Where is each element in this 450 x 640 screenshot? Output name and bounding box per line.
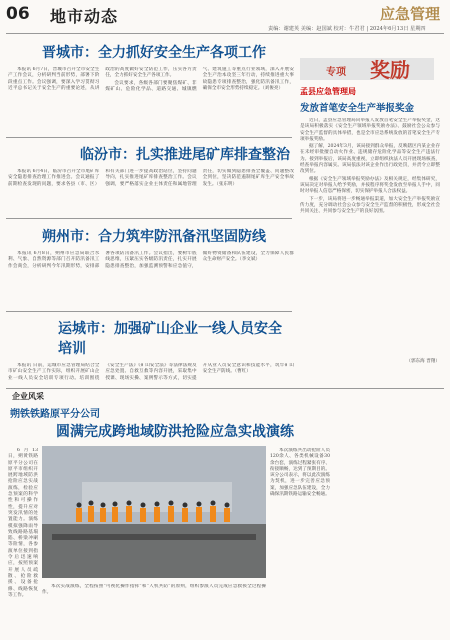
reward-headline: 发放首笔安全生产举报奖金 [300, 103, 415, 114]
body-jincheng [8, 67, 294, 145]
article-linfen [8, 144, 294, 225]
page-header [0, 0, 450, 34]
body-linfen [8, 169, 294, 225]
paragraph: 根据《安全生产领域举报奖励办法》及相关规定，经集体研究，该局决定对举报人给予奖励，并按程序将奖金发放至举报人手中，同时对举报人信息严格保密，切实保护举报人合法权益。 [300, 176, 440, 195]
body-shuozhou [8, 251, 294, 309]
section-title: 地市动态 [50, 7, 119, 26]
paragraph: 本报讯 6月7日，晋城市召开全市安全生产工作会议，分析研判当前形势，部署下阶段重点工作。会议强调，要深入学习贯彻习近平总书记关于安全生产的重要论述，从讲政治的高度做好安全防范工作，压实各方责任，全力抓好安全生产各项工作。 [8, 67, 197, 91]
feature-body-right [270, 448, 330, 618]
paragraph: 本报讯 6月4日，临汾市召开全市尾矿库安全隐患排查治理工作推进会。会议通报了前期检查发现的问题，要求各县（市、区）和有关部门进一步提高政治站位，坚持问题导向，扎实推进尾矿库排查整治工作。会议强调，要严格落实企业主体责任和属地管理责任，切实做到隐患排查全覆盖、问题整改全到位，坚决防范遏制尾矿库生产安全事故发生。（张东明） [8, 169, 294, 187]
headline-yuncheng: 运城市：加强矿山企业一线人员安全培训 [58, 321, 282, 357]
edition-meta: 责编：谢建英 美编：赵国斌 校对：牛君君 | 2024年6月13日 星期四 [268, 26, 426, 32]
badge-label: 专项 [326, 67, 346, 78]
paragraph: 据了解，2024年3月，该局接到群众举报，反映辖区内某企业存在未经审批擅自动火作业、违规储存危险化学品等安全生产违法行为。接到举报后，该局高度重视，立即组织执法人员开展现场核查，经查举报内容属实。该局依法对该企业作出行政处罚，并责令立即整改到位。 [300, 144, 440, 175]
header-rule [6, 33, 444, 34]
divider [6, 218, 292, 219]
paragraph: 本报讯 6月8日，朔州市应急局联合水利、气象、自然资源等部门召开防汛备汛工作会商会，分析研判今年汛期形势，安排部署各项防汛备汛工作。会议指出，要树牢底线思维，压紧压实各级防汛责任，扎实开展隐患排查整治，加强监测预警和应急值守，做好物资储备和队伍建设，全力保障人民群众生命财产安全。（李文斌） [8, 251, 294, 269]
badge-title: 奖励 [370, 58, 410, 82]
drill-photo-graphic [42, 446, 266, 578]
headline-shuozhou: 朔州市：合力筑牢防汛备汛坚固防线 [42, 229, 266, 245]
article-reward [300, 86, 440, 364]
page-number: 06 [6, 4, 30, 24]
article-feature [10, 405, 440, 441]
paragraph: 本报讯 日前，运城市应急管理局结合全市矿山安全生产工作实际，组织开展矿山企业一线人员安全培训专项行动。培训围绕《安全生产法》《矿山安全法》等法律法规及应急处置、自救互救等内容开展，采取集中授课、现场实操、案例警示等方式，切实提升从业人员安全意识和技能水平，筑牢矿山安全生产防线。（曹红） [8, 363, 294, 381]
article-jincheng [8, 42, 294, 145]
photo-caption [42, 584, 266, 622]
feature-kicker: 朔铁铁路原平分公司 [10, 409, 100, 420]
reward-body [300, 118, 440, 358]
paragraph: 下一步，该局将进一步畅通举报渠道，加大安全生产举报奖励宣传力度，充分调动社会公众参与安全生产监督的积极性，形成全社会共同关注、共同参与安全生产的良好氛围。 [300, 196, 440, 215]
reward-byline: （郭东海 晋翔） [406, 359, 440, 364]
paragraph: 会议要求，各级各部门要聚焦煤矿、非煤矿山、危险化学品、道路交通、城镇燃气、建筑施工等重点行业领域，深入开展安全生产治本攻坚三年行动，持续推进重大事故隐患专项排查整治，强化防汛备汛工作，确保全市安全形势持续稳定。（刘俊亮） [105, 67, 294, 92]
divider [6, 137, 292, 138]
headline-jincheng: 晋城市：全力抓好安全生产各项工作 [42, 45, 266, 61]
article-shuozhou [8, 226, 294, 309]
feature-body-left [8, 448, 38, 618]
feature-banner: 企业风采 [12, 392, 44, 401]
rescue-drill-photo [42, 446, 266, 578]
headline-linfen: 临汾市：扎实推进尾矿库排查整治 [80, 147, 290, 163]
paragraph: 本次演练共出动抢险人员120余人、各类机械设备30余台套，演练过程紧张有序、衔接顺畅，达到了预期目的。该分公司表示，将以此次演练为契机，进一步完善应急预案，加强应急队伍建设，全力确保汛期铁路运输安全畅通。 [270, 448, 330, 498]
caption-text: 本次实战演练，全程按照“可视化操作指挥”和“人机共防”的原则，组织参演人员完成应急救援全过程操作。 [42, 584, 266, 596]
paragraph: 近日，孟县应急管理局向举报人发放首笔安全生产举报奖金，这是该局积极落实《安全生产领域举报奖励办法》、鼓励社会公众参与安全生产监督的具体举措，也是全市应急系统发放的首笔安全生产专项举报奖励。 [300, 118, 440, 142]
feature-headline: 圆满完成跨地域防洪抢险应急实战演练 [56, 424, 294, 440]
divider [6, 388, 444, 389]
newspaper-brand: 应急管理 [379, 5, 440, 23]
special-badge [300, 58, 434, 80]
divider [6, 311, 292, 312]
paragraph: 6月13日，朔黄铁路原平分公司在原平市组织开展跨地域防洪抢险应急实战演练，检验应急预案的科学性和可操作性，提升应对突发汛情的处置能力。演练模拟强降雨导致线路路基塌陷、桥梁冲刷等险情，各参演单位接到指令后迅速响应，按照预案开展人员疏散、抢险救援、设备抢修、线路恢复等工作。 [8, 448, 38, 598]
reward-kicker: 孟县应急管理局 [300, 87, 356, 96]
